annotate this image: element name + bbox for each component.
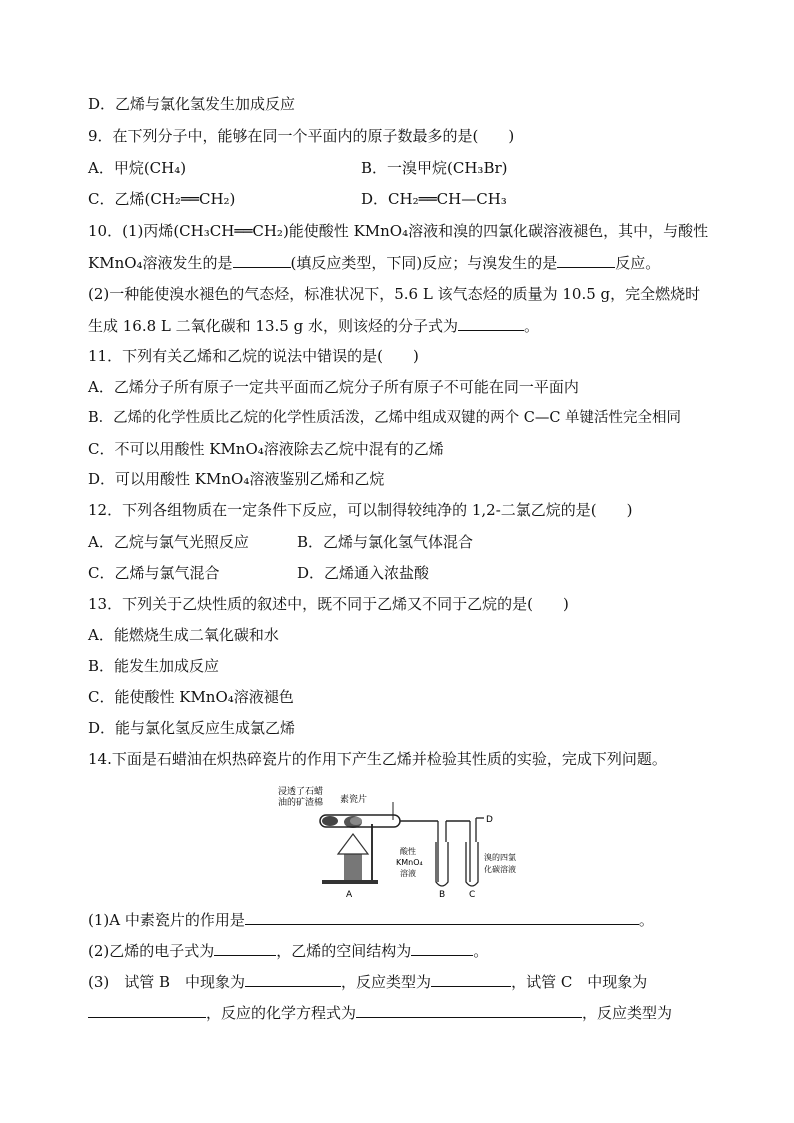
q11-option-b: B．乙烯的化学性质比乙烷的化学性质活泼，乙烯中组成双键的两个 C—C 单键活性完全相同: [88, 410, 682, 426]
q14-part3-text-a: (3) 试管 B 中现象为: [88, 973, 246, 991]
q14-part3-line1: [88, 971, 647, 992]
q13-option-d: D．能与氯化氢反应生成氯乙烯: [88, 719, 296, 737]
q14-blank-1[interactable]: [245, 909, 639, 925]
test-tube-c: [466, 842, 478, 886]
q14-part3-text-b: ，反应类型为: [341, 973, 432, 991]
q10-blank-3[interactable]: [458, 315, 524, 331]
q14-part1: [88, 909, 654, 930]
stand-base: [322, 880, 378, 884]
q14-part3-text-c: ，试管 C 中现象为: [511, 973, 648, 991]
label-b: B: [439, 890, 446, 900]
label-kmno4-3: 溶液: [400, 869, 416, 878]
q8-option-d: D．乙烯与氯化氢发生加成反应: [88, 95, 296, 113]
q9-option-c: C．乙烯(CH₂══CH₂): [88, 190, 236, 208]
q14-blank-7[interactable]: [356, 1002, 582, 1018]
label-kmno4-2: KMnO₄: [396, 858, 423, 867]
q9-option-b: B．一溴甲烷(CH₃Br): [361, 159, 508, 177]
q11-option-d: D．可以用酸性 KMnO₄溶液鉴别乙烯和乙烷: [88, 470, 385, 488]
q10-blank-2[interactable]: [557, 252, 615, 268]
label-oil: 浸透了石蜡: [278, 787, 324, 797]
q12-stem: 12．下列各组物质在一定条件下反应，可以制得较纯净的 1,2-二氯乙烷的是( ): [88, 501, 633, 519]
flame-shield: [338, 834, 368, 854]
label-br-1: 溴的四氯: [484, 853, 516, 862]
q14-blank-3[interactable]: [411, 940, 473, 956]
q14-blank-6[interactable]: [88, 1002, 206, 1018]
label-kmno4-1: 酸性: [400, 847, 416, 856]
q11-option-c: C．不可以用酸性 KMnO₄溶液除去乙烷中混有的乙烯: [88, 440, 444, 458]
label-d: D: [486, 815, 493, 825]
q12-option-b: B．乙烯与氯化氢气体混合: [297, 533, 474, 551]
q9-option-d: D．CH₂══CH—CH₃: [361, 190, 507, 208]
q14-blank-5[interactable]: [431, 971, 511, 987]
q13-option-b: B．能发生加成反应: [88, 657, 220, 675]
label-br-2: 化碳溶液: [484, 865, 516, 874]
q13-stem: 13．下列关于乙炔性质的叙述中，既不同于乙烯又不同于乙烷的是( ): [88, 595, 569, 613]
q14-part3-line2: [88, 1002, 672, 1023]
q10-part2-text: 生成 16.8 L 二氧化碳和 13.5 g 水，则该烃的分子式为: [88, 317, 458, 335]
oil-wool: [322, 816, 338, 826]
q12-option-c: C．乙烯与氯气混合: [88, 564, 220, 582]
q14-part3-text-e: ，反应类型为: [582, 1004, 673, 1022]
q10-part2-end: 。: [523, 317, 539, 335]
burner: [344, 854, 362, 880]
q14-part3-text-d: ，反应的化学方程式为: [206, 1004, 357, 1022]
q11-stem: 11．下列有关乙烯和乙烷的说法中错误的是( ): [88, 347, 419, 365]
q14-part2-text-a: (2)乙烯的电子式为: [88, 942, 215, 960]
q14-part1-text: (1)A 中素瓷片的作用是: [88, 911, 245, 929]
q14-blank-2[interactable]: [214, 940, 276, 956]
q10-blank-1[interactable]: [233, 252, 291, 268]
q11-option-a: A．乙烯分子所有原子一定共平面而乙烷分子所有原子不可能在同一平面内: [88, 378, 579, 396]
q10-text-b: (填反应类型，下同)反应；与溴发生的是: [290, 254, 558, 272]
q14-stem: 14.下面是石蜡油在炽热碎瓷片的作用下产生乙烯并检验其性质的实验，完成下列问题。: [88, 750, 667, 768]
q10-part2-line1: (2)一种能使溴水褪色的气态烃，标准状况下，5.6 L 该气态烃的质量为 10.5 g，完全燃烧时: [88, 285, 701, 303]
q14-part2: [88, 940, 488, 961]
q10-text-c: 反应。: [615, 254, 661, 272]
label-a: A: [346, 890, 353, 900]
q13-option-c: C．能使酸性 KMnO₄溶液褪色: [88, 688, 294, 706]
q14-part2-text-b: ，乙烯的空间结构为: [276, 942, 412, 960]
q10-part2-line2: [88, 315, 539, 336]
label-c: C: [469, 890, 476, 900]
q10-text-a: KMnO₄溶液发生的是: [88, 254, 233, 272]
q12-option-a: A．乙烷与氯气光照反应: [88, 533, 249, 551]
q14-part2-end: 。: [473, 942, 489, 960]
q14-blank-4[interactable]: [245, 971, 341, 987]
apparatus-figure: [278, 782, 538, 900]
porcelain-chip: [350, 817, 362, 825]
label-chip: 素瓷片: [340, 795, 368, 805]
q14-part1-end: 。: [638, 911, 654, 929]
q9-stem: 9．在下列分子中，能够在同一个平面内的原子数最多的是( ): [88, 127, 515, 145]
q13-option-a: A．能燃烧生成二氧化碳和水: [88, 626, 279, 644]
q10-part1-line1: 10．(1)丙烯(CH₃CH══CH₂)能使酸性 KMnO₄溶液和溴的四氯化碳溶液褪色，其中，与酸性: [88, 222, 709, 240]
q10-part1-line2: [88, 252, 660, 273]
q12-option-d: D．乙烯通入浓盐酸: [297, 564, 430, 582]
label-oil-2: 油的矿渣棉: [278, 798, 324, 808]
q9-option-a: A．甲烷(CH₄): [88, 159, 187, 177]
